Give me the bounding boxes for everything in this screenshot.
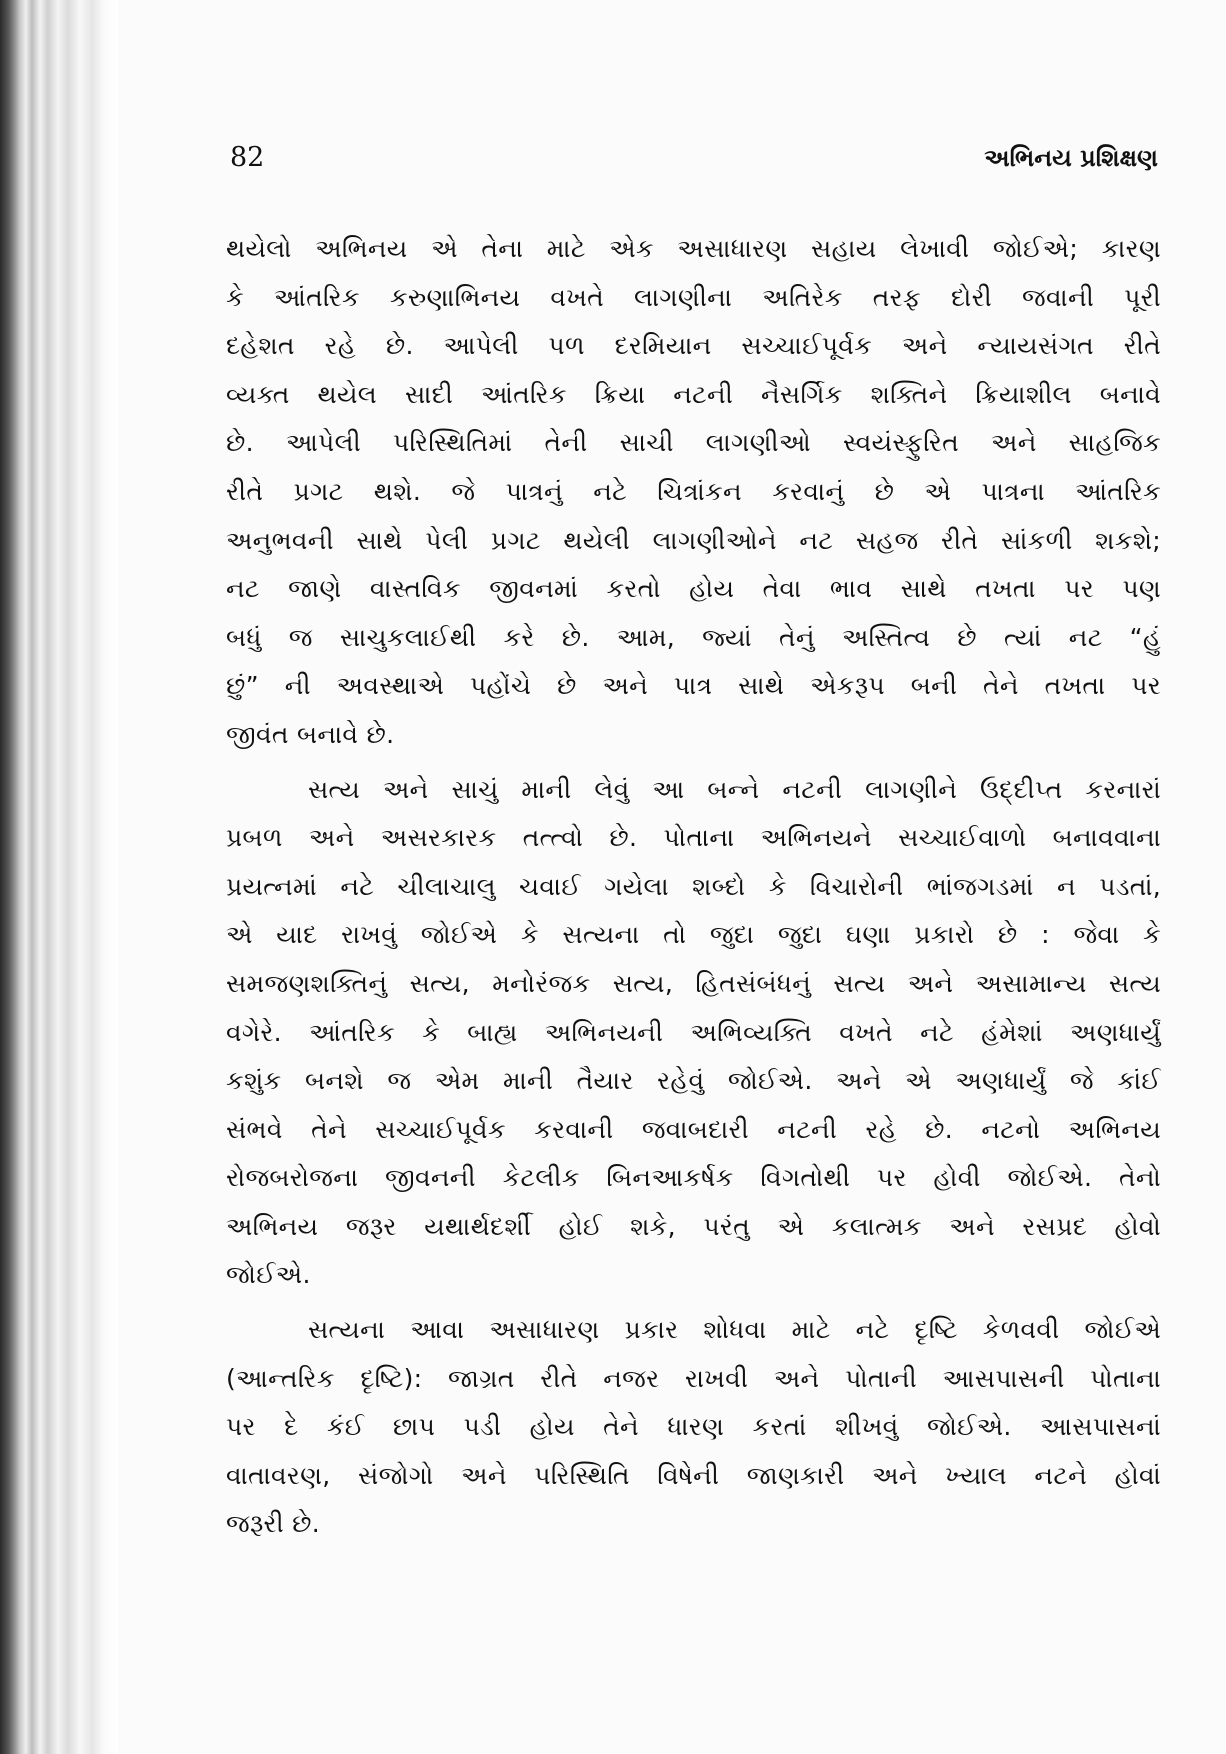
text-line: છું” ની અવસ્થાએ પહોંચે છે અને પાત્ર સાથે એકરૂપ બની તેને તખતા પર xyxy=(226,671,1161,701)
text-line: છે. આપેલી પરિસ્થિતિમાં તેની સાચી લાગણીઓ સ્વયંસ્ફુરિત અને સાહજિક xyxy=(226,428,1161,458)
text-line: સમજણશક્તિનું સત્ય, મનોરંજક સત્ય, હિતસંબંધનું સત્ય અને અસામાન્ય સત્ય xyxy=(226,968,1161,998)
text-line: બધું જ સાચુકલાઈથી કરે છે. આમ, જ્યાં તેનું અસ્તિત્વ છે ત્યાં નટ “હું xyxy=(226,622,1161,652)
text-line: જરૂરી છે. xyxy=(226,1509,321,1539)
text-line: વાતાવરણ, સંજોગો અને પરિસ્થિતિ વિષેની જાણકારી અને ખ્યાલ નટને હોવાં xyxy=(226,1460,1161,1490)
page-number: 82 xyxy=(230,142,265,173)
text-line: પ્રયત્નમાં નટે ચીલાચાલુ ચવાઈ ગયેલા શબ્દો કે વિચારોની ભાંજગડમાં ન પડતાં, xyxy=(226,871,1161,901)
text-line: વગેરે. આંતરિક કે બાહ્ય અભિનયની અભિવ્યક્તિ વખતે નટે હંમેશાં અણધાર્યું xyxy=(226,1017,1161,1047)
text-line: કે આંતરિક કરુણાભિનય વખતે લાગણીના અતિરેક તરફ દોરી જવાની પૂરી xyxy=(226,282,1161,312)
text-line: રીતે પ્રગટ થશે. જે પાત્રનું નટે ચિત્રાંકન કરવાનું છે એ પાત્રના આંતરિક xyxy=(226,476,1161,506)
text-line: સત્યના આવા અસાધારણ પ્રકાર શોધવા માટે નટે દૃષ્ટિ કેળવવી જોઈએ xyxy=(308,1315,1161,1345)
text-line: અભિનય જરૂર યથાર્થદર્શી હોઈ શકે, પરંતુ એ કલાત્મક અને રસપ્રદ હોવો xyxy=(226,1211,1161,1241)
paragraph-1 xyxy=(226,225,1161,760)
text-line: અનુભવની સાથે પેલી પ્રગટ થયેલી લાગણીઓને નટ સહજ રીતે સાંકળી શકશે; xyxy=(226,525,1161,555)
paragraph-2 xyxy=(226,766,1161,1301)
text-line: થયેલો અભિનય એ તેના માટે એક અસાધારણ સહાય લેખાવી જોઈએ; કારણ xyxy=(226,234,1161,263)
text-line: એ યાદ રાખવું જોઈએ કે સત્યના તો જુદા જુદા ઘણા પ્રકારો છે : જેવા કે xyxy=(226,920,1161,950)
book-page-edges xyxy=(0,0,118,1754)
running-header xyxy=(118,142,1226,182)
book-title: અભિનય પ્રશિક્ષણ xyxy=(984,144,1158,172)
paragraph-3 xyxy=(226,1306,1161,1549)
text-line: પર દે કંઈ છાપ પડી હોય તેને ધારણ કરતાં શીખવું જોઈએ. આસપાસનાં xyxy=(226,1412,1161,1442)
text-line: સત્ય અને સાચું માની લેવું આ બન્ને નટની લાગણીને ઉદ્દીપ્ત કરનારાં xyxy=(308,774,1161,804)
text-line: વ્યક્ત થયેલ સાદી આંતરિક ક્રિયા નટની નૈસર્ગિક શક્તિને ક્રિયાશીલ બનાવે xyxy=(226,379,1161,409)
text-line: રોજબરોજના જીવનની કેટલીક બિનઆકર્ષક વિગતોથી પર હોવી જોઈએ. તેનો xyxy=(226,1163,1161,1193)
book-page xyxy=(118,0,1226,1754)
text-line: કશુંક બનશે જ એમ માની તૈયાર રહેવું જોઈએ. અને એ અણધાર્યું જે કાંઈ xyxy=(226,1066,1161,1096)
text-line: દહેશત રહે છે. આપેલી પળ દરમિયાન સચ્ચાઈપૂર્વક અને ન્યાયસંગત રીતે xyxy=(226,331,1161,361)
body-text xyxy=(226,225,1161,1549)
text-line: જોઈએ. xyxy=(226,1260,311,1290)
text-line: જીવંત બનાવે છે. xyxy=(226,719,395,749)
text-line: સંભવે તેને સચ્ચાઈપૂર્વક કરવાની જવાબદારી નટની રહે છે. નટનો અભિનય xyxy=(226,1114,1161,1144)
text-line: (આન્તરિક દૃષ્ટિ): જાગ્રત રીતે નજર રાખવી અને પોતાની આસપાસની પોતાના xyxy=(226,1363,1161,1393)
text-line: નટ જાણે વાસ્તવિક જીવનમાં કરતો હોય તેવા ભાવ સાથે તખતા પર પણ xyxy=(226,574,1161,604)
text-line: પ્રબળ અને અસરકારક તત્ત્વો છે. પોતાના અભિનયને સચ્ચાઈવાળો બનાવવાના xyxy=(226,823,1161,853)
